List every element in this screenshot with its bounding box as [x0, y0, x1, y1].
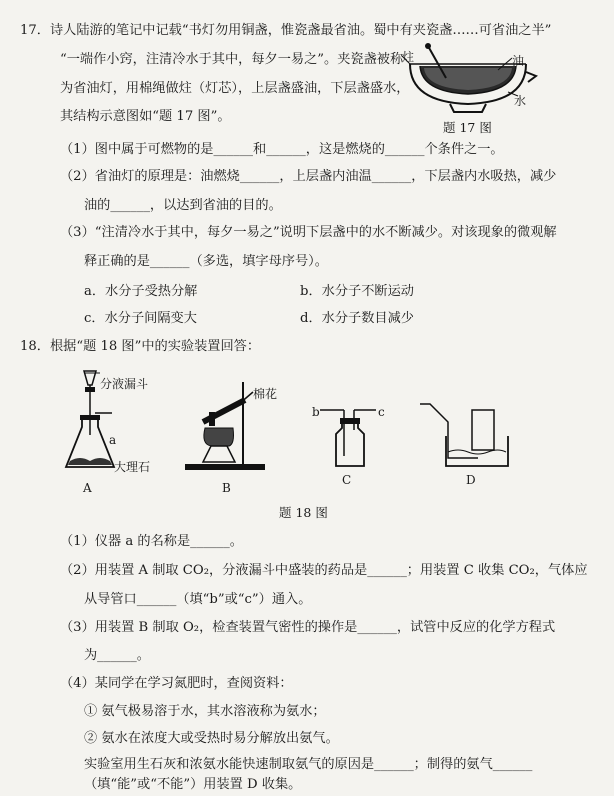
apparatus-c [318, 400, 383, 470]
label-B: B [222, 481, 231, 495]
label-funnel: 分液漏斗 [100, 377, 149, 391]
q18-sub3b: 为______。 [84, 648, 150, 663]
q18-info1: ① 氨气极易溶于水，其水溶液称为氨水； [84, 704, 326, 719]
label-you: 油 [512, 54, 525, 68]
q18-last2: （填“能”或“不能”）用装置 D 收集。 [84, 777, 302, 792]
q18-sub3a: （3）用装置 B 制取 O₂，检查装置气密性的操作是______，试管中反应的化学方程式 [60, 620, 556, 635]
q17-opt-c: c．水分子间隔变大 [84, 311, 197, 326]
q17-opt-b: b．水分子不断运动 [300, 284, 414, 299]
label-a: a [109, 433, 117, 447]
label-marble: 大理石 [114, 460, 151, 474]
label-D: D [466, 473, 476, 487]
q17-sub2a: （2）省油灯的原理是：油燃烧______，上层盏内油温______，下层盏内水吸热，减少 [60, 169, 557, 184]
q17-line1: 17．诗人陆游的笔记中记载“书灯勿用铜盏，惟瓷盏最省油。蜀中有夹瓷盏……可省油之半” [20, 23, 552, 38]
q18-last1: 实验室用生石灰和浓氨水能快速制取氨气的原因是______；制得的氨气______ [84, 757, 533, 772]
q18-info2: ② 氨水在浓度大或受热时易分解放出氨气。 [84, 731, 339, 746]
q18-sub2b: 从导管口______（填“b”或“c”）通入。 [84, 592, 312, 607]
q18-sub2a: （2）用装置 A 制取 CO₂，分液漏斗中盛装的药品是______；用装置 C 收集 CO₂，气体应 [60, 563, 588, 578]
fig18-caption: 题 18 图 [279, 505, 328, 520]
label-c: c [378, 405, 385, 419]
q17-sub3b: 释正确的是______（多选，填字母序号）。 [84, 254, 328, 269]
q18-sub4: （4）某同学在学习氮肥时，查阅资料： [60, 676, 293, 691]
fig17-caption: 题 17 图 [443, 120, 492, 135]
q17-opt-d: d．水分子数目减少 [300, 311, 414, 326]
q17-line2: “一端作小窍，注清冷水于其中，每夕一易之”。夹瓷盏被称 [60, 52, 404, 67]
label-zhu: 炷 [402, 50, 415, 64]
q17-sub3a: （3）“注清冷水于其中，每夕一易之”说明下层盏中的水不断减少。对该现象的微观解 [60, 225, 557, 240]
label-A: A [83, 481, 92, 495]
label-cotton: 棉花 [253, 387, 278, 401]
label-shui: 水 [514, 94, 527, 108]
q17-sub1: （1）图中属于可燃物的是______和______，这是燃烧的______个条件之一。 [60, 142, 504, 157]
q18-stem: 18．根据“题 18 图”中的实验装置回答： [20, 339, 261, 354]
q17-line3: 为省油灯，用棉绳做炷（灯芯），上层盏盛油，下层盏盛水， [60, 81, 410, 96]
apparatus-d [418, 400, 518, 470]
label-C: C [342, 473, 352, 487]
label-b: b [312, 405, 320, 419]
q18-sub1: （1）仪器 a 的名称是______。 [60, 534, 243, 549]
q17-opt-a: a．水分子受热分解 [84, 284, 198, 299]
q17-line4: 其结构示意图如“题 17 图”。 [60, 109, 231, 124]
q17-sub2b: 油的______，以达到省油的目的。 [84, 198, 282, 213]
